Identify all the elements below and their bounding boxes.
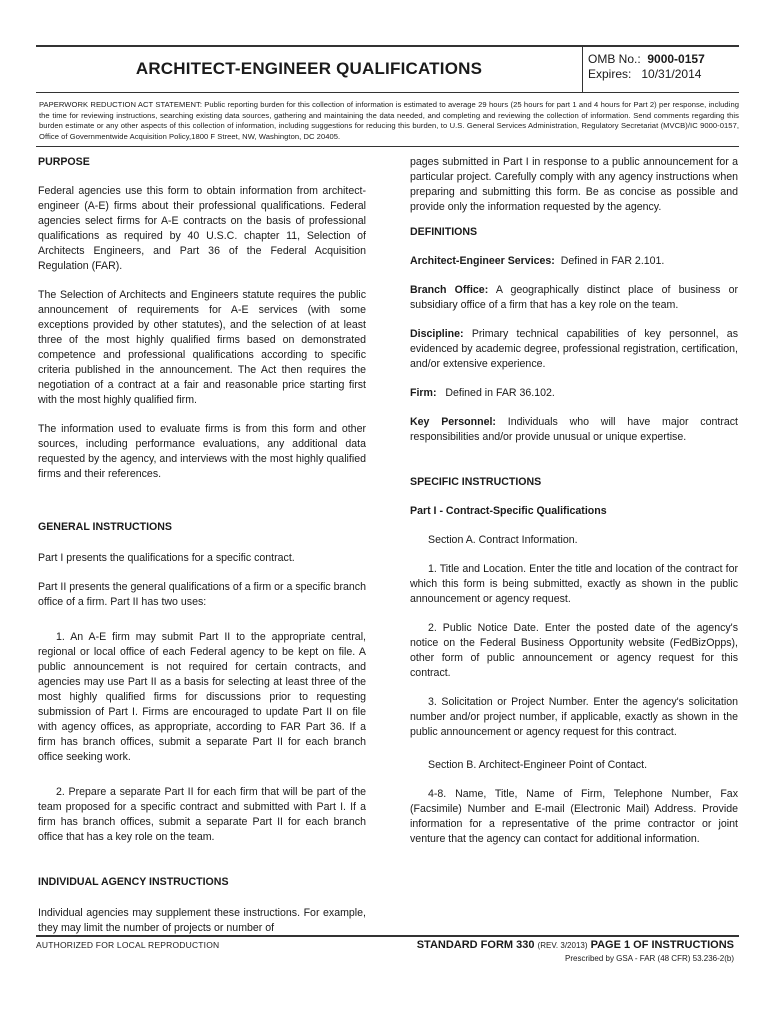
general-paragraph-1: Part I presents the qualifications for a specific contract. (38, 552, 295, 564)
definition-text: Individuals who will have major contract responsibilities and/or provide unusual or unique expertise. (410, 416, 738, 443)
item-2-public-notice-date: 2. Public Notice Date. Enter the posted date of the agency's notice on the Federal Business Opportunity website (FedBizOpps), other form of public announcement or agency request for this contract. (410, 622, 738, 679)
general-paragraph-4: 2. Prepare a separate Part II for each firm that will be part of the team proposed for a specific contract and submitted with Part I. If a firm has branch offices, submit a separate Part II for each branch office that has a key role on the team. (38, 786, 366, 843)
omb-block (588, 52, 705, 82)
definition-discipline (410, 327, 738, 372)
section-a-heading: Section A. Contract Information. (428, 534, 578, 546)
individual-agency-heading: INDIVIDUAL AGENCY INSTRUCTIONS (38, 876, 229, 888)
definition-text: Defined in FAR 2.101. (560, 255, 665, 267)
definition-text: Defined in FAR 36.102. (445, 387, 555, 399)
form-name: STANDARD FORM 330 (416, 939, 535, 951)
omb-label: OMB No.: (588, 52, 641, 66)
definition-text: A geographically distinct place of business or subsidiary office of a firm that has a key role on the team. (410, 284, 739, 311)
definition-term: Discipline: (410, 328, 464, 340)
continued-paragraph: pages submitted in Part I in response to a public announcement for a particular project. Carefully comply with any agency instructions when preparing and submitting this form. Be as concise as possible and provide only the information requested by the agency. (410, 156, 738, 213)
item-1-title-location: 1. Title and Location. Enter the title and location of the contract for which this form is being submitted, exactly as shown in the public announcement or agency request. (410, 563, 738, 605)
general-paragraph-2: Part II presents the general qualifications of a firm or a specific branch office of a firm. Part II has two uses: (38, 581, 366, 608)
definition-term: Architect-Engineer Services: (410, 255, 555, 267)
purpose-heading: PURPOSE (38, 156, 90, 168)
page-label: PAGE 1 OF INSTRUCTIONS (590, 939, 734, 951)
purpose-paragraph-1: Federal agencies use this form to obtain information from architect-engineer (A-E) firms about their professional qualifications. Federal agencies select firms for A-E contracts on the basis of professional qualifications as required by 40 U.S.C. chapter 11, Selection of Architects Engineers, and Part 36 of the Federal Acquisition Regulation (FAR). (38, 185, 366, 272)
left-column (38, 155, 366, 936)
form-title: ARCHITECT-ENGINEER QUALIFICATIONS (135, 59, 483, 78)
definition-term: Key Personnel: (410, 416, 496, 428)
item-3-solicitation-number: 3. Solicitation or Project Number. Enter the agency's solicitation number and/or project number, if applicable, exactly as shown in the public announcement or agency request for this contract. (410, 696, 738, 738)
definition-ae-services (410, 254, 738, 269)
individual-agency-paragraph: Individual agencies may supplement these instructions. For example, they may limit the number of projects or number of (38, 907, 366, 934)
expires-label: Expires: (588, 67, 632, 81)
prescribed-by: Prescribed by GSA - FAR (48 CFR) 53.236-2(b) (565, 954, 734, 963)
header-divider (582, 47, 583, 92)
item-4-8-contact-info: 4-8. Name, Title, Name of Firm, Telephone Number, Fax (Facsimile) Number and E-mail (Electronic Mail) Address. Provide information for a representative of the prime contractor or joint venture that the agency can contact for additional information. (410, 788, 738, 845)
general-paragraph-3: 1. An A-E firm may submit Part II to the appropriate central, regional or local office of each Federal agency to be kept on file. A public announcement is not required for certain contracts, and agencies may use Part II as a basis for selecting at least three of the most highly qualified firms for discussions prior to requesting submission of Part I. Firms are encouraged to update Part II on file with agency offices, as appropriate, according to FAR Part 36. If a firm has branch offices, submit a separate Part II for each branch office seeking work. (38, 631, 366, 763)
form-footer (417, 939, 734, 951)
definition-text: Primary technical capabilities of key personnel, as evidenced by academic degree, professional registration, certification, and/or extensive experience. (410, 328, 738, 370)
definition-key-personnel (410, 415, 738, 445)
definition-term: Firm: (410, 387, 437, 399)
definitions-heading: DEFINITIONS (410, 226, 478, 238)
definition-term: Branch Office: (410, 284, 489, 296)
right-column (410, 155, 738, 847)
purpose-paragraph-2: The Selection of Architects and Engineers statute requires the public announcement of requirements for A-E services (with some exceptions provided by other statutes), and the selection of at least three of the most highly qualified firms based on demonstrated competence and professional qualifications according to specific criteria published in the announcement. The Act then requires the negotiation of a contract at a fair and reasonable price starting first with the most highly qualified firm. (38, 289, 366, 406)
footer-rule (36, 935, 739, 937)
form-revision: (REV. 3/2013) (537, 941, 588, 950)
header-bottom-rule (36, 92, 739, 93)
part1-heading: Part I - Contract-Specific Qualifications (410, 505, 607, 517)
pra-bottom-rule (36, 146, 739, 147)
definition-branch-office (410, 283, 738, 313)
specific-instructions-heading: SPECIFIC INSTRUCTIONS (410, 476, 542, 488)
expires-date: 10/31/2014 (641, 67, 702, 81)
definition-firm (410, 386, 738, 401)
authorized-reproduction: AUTHORIZED FOR LOCAL REPRODUCTION (36, 940, 220, 950)
paperwork-reduction-statement: PAPERWORK REDUCTION ACT STATEMENT: Public reporting burden for this collection of information is estimated to average 29 hours (25 hours for part 1 and 4 hours for Part 2) per response, including the time for reviewing instructions, searching existing data sources, gathering and maintaining the data needed, and completing and reviewing the collection of information. Send comments regarding this burden estimate or any other aspects of this collection of information, including suggestions for reducing this burden, to U.S. General Services Administration, Regulatory Secretariat (MVCB)/IC 9000-0157, Office of Governmentwide Acquisition Policy,1800 F Street, NW, Washington, DC 20405. (39, 100, 739, 141)
general-instructions-heading: GENERAL INSTRUCTIONS (38, 521, 172, 533)
section-b-heading: Section B. Architect-Engineer Point of Contact. (428, 759, 648, 771)
omb-number: 9000-0157 (647, 52, 705, 66)
purpose-paragraph-3: The information used to evaluate firms is from this form and other sources, including performance evaluations, any additional data requested by the agency, and interviews with the most highly qualified firms and their references. (38, 423, 366, 480)
